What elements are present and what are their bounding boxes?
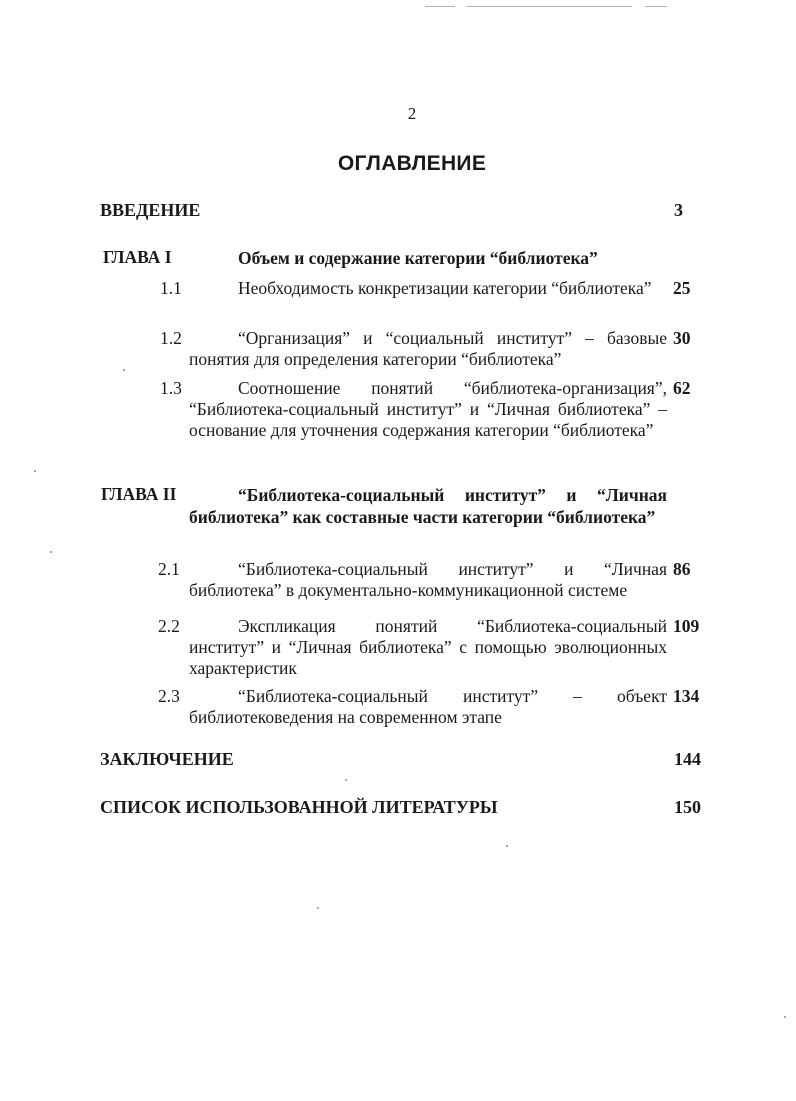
section-number: 2.2 <box>158 616 180 636</box>
section-page: 134 <box>673 686 700 706</box>
toc-entry-conclusion[interactable] <box>100 749 234 770</box>
section-page: 62 <box>673 378 691 398</box>
scan-artifact-line <box>466 6 632 7</box>
section-number: 2.1 <box>158 559 180 579</box>
scan-speck <box>784 1016 786 1018</box>
scan-artifact-line <box>425 6 455 7</box>
scan-speck <box>34 470 36 472</box>
chapter-label: ГЛАВА II <box>101 484 177 504</box>
section-title[interactable]: “Библиотека-социальный институт” – объект библиотековедения на современном этапе <box>189 686 667 727</box>
section-title[interactable]: “Библиотека-социальный институт” и “Личная библиотека” в документально-коммуникационной системе <box>189 559 667 600</box>
section-number: 1.2 <box>160 328 182 348</box>
section-number: 2.3 <box>158 686 180 706</box>
page-title: ОГЛАВЛЕНИЕ <box>337 152 487 175</box>
section-title[interactable]: Соотношение понятий “библиотека-организация”, “Библиотека-социальный институт” и “Личная библиотека” – основание для уточнения содержания категории “библиотека” <box>189 378 667 440</box>
scan-speck <box>123 369 125 371</box>
chapter-title[interactable] <box>189 484 667 528</box>
section-page: 25 <box>673 278 691 298</box>
chapter-label: ГЛАВА I <box>103 247 172 267</box>
section-number: 1.1 <box>160 278 182 298</box>
section-title[interactable]: Экспликация понятий “Библиотека-социальный институт” и “Личная библиотека” с помощью эволюционных характеристик <box>189 616 667 678</box>
section-title[interactable]: Необходимость конкретизации категории “библиотека” <box>238 278 652 298</box>
scan-speck <box>50 551 52 553</box>
scan-speck <box>345 779 347 781</box>
scan-speck <box>506 845 508 847</box>
toc-page-conclusion: 144 <box>674 749 701 769</box>
toc-entry-bibliography[interactable] <box>100 797 498 818</box>
toc-entry-introduction[interactable] <box>100 200 200 221</box>
section-title[interactable]: “Организация” и “социальный институт” – базовые понятия для определения категории “библиотека” <box>189 328 667 369</box>
section-page: 109 <box>673 616 700 636</box>
scan-artifact-line <box>645 6 667 7</box>
scan-speck <box>317 907 319 909</box>
toc-page-introduction: 3 <box>674 200 683 220</box>
chapter-title-text: “Библиотека-социальный институт” и “Личная библиотека” как составные части категории “библиотека” <box>189 485 667 527</box>
toc-entry-label: СПИСОК ИСПОЛЬЗОВАННОЙ ЛИТЕРАТУРЫ <box>100 797 498 817</box>
chapter-title[interactable]: Объем и содержание категории “библиотека” <box>238 248 598 268</box>
toc-page-bibliography: 150 <box>674 797 701 817</box>
toc-entry-label: ЗАКЛЮЧЕНИЕ <box>100 749 234 769</box>
toc-entry-label: ВВЕДЕНИЕ <box>100 200 201 220</box>
section-page: 86 <box>673 559 691 579</box>
page-number: 2 <box>407 104 417 123</box>
section-number: 1.3 <box>160 378 182 398</box>
section-page: 30 <box>673 328 691 348</box>
